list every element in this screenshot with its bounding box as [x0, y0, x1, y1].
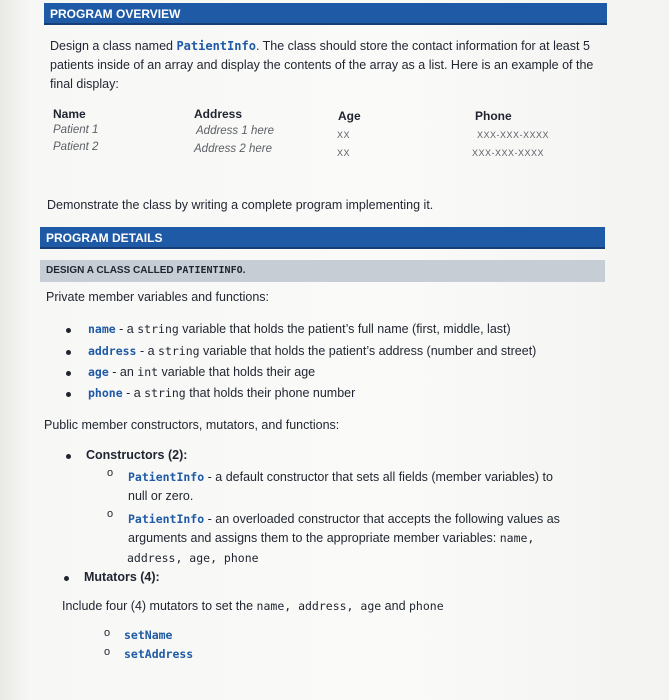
demonstrate-text: Demonstrate the class by writing a complete program implementing it. [47, 198, 434, 212]
table-cell: Patient 2 [53, 141, 99, 153]
table-header-phone: Phone [475, 109, 512, 123]
constructor-default: PatientInfo - a default constructor that sets all fields (member variables) to [128, 470, 553, 484]
bullet-icon [66, 392, 71, 397]
constructor-overloaded: PatientInfo - an overloaded constructor that accepts the following values as [128, 512, 560, 526]
circle-bullet-icon: o [107, 508, 114, 520]
program-overview-heading: PROGRAM OVERVIEW [44, 3, 607, 25]
mutator-item: setAddress [124, 647, 194, 661]
table-cell: Address 2 here [194, 143, 272, 155]
circle-bullet-icon: o [107, 467, 114, 479]
bullet-icon [66, 350, 71, 355]
private-item: name - a string variable that holds the patient’s full name (first, middle, last) [88, 322, 511, 336]
table-header-name: Name [53, 107, 86, 121]
mutators-description: Include four (4) mutators to set the name, address, age and phone [62, 599, 444, 613]
table-header-address: Address [194, 107, 243, 121]
table-cell: XX [337, 130, 351, 140]
private-members-title: Private member variables and functions: [46, 290, 270, 304]
table-cell: Patient 1 [53, 124, 99, 136]
bullet-icon [64, 576, 69, 581]
overview-paragraph: Design a class named PatientInfo. The class should store the contact information for at least 5 patients inside of an array and display the contents of the array as a list. Here is an example of the final display: [50, 39, 594, 91]
table-cell: XXX-XXX-XXXX [472, 148, 545, 158]
bullet-icon [66, 454, 71, 459]
public-members-title: Public member constructors, mutators, and functions: [44, 418, 340, 432]
bullet-icon [66, 371, 71, 376]
mutator-item: setName [124, 628, 173, 642]
table-cell: XXX-XXX-XXXX [477, 130, 550, 140]
mutators-label: Mutators (4): [84, 570, 160, 584]
table-cell: XX [337, 148, 351, 158]
constructor-overloaded-params: address, age, phone [127, 551, 259, 565]
program-details-heading: PROGRAM DETAILS [40, 227, 605, 249]
private-item: age - an int variable that holds their age [88, 365, 316, 379]
constructor-overloaded-cont: arguments and assigns them to the appropriate member variables: name, [128, 531, 535, 545]
circle-bullet-icon: o [104, 646, 111, 658]
circle-bullet-icon: o [104, 627, 111, 639]
private-item: phone - a string that holds their phone number [88, 386, 356, 400]
design-class-subheading: DESIGN A CLASS CALLED PATIENTINFO. [40, 260, 605, 282]
constructor-default-cont: null or zero. [128, 489, 194, 503]
private-item: address - a string variable that holds the patient’s address (number and street) [88, 344, 537, 358]
constructors-label: Constructors (2): [86, 448, 188, 462]
bullet-icon [66, 328, 71, 333]
table-cell: Address 1 here [196, 125, 274, 137]
table-header-age: Age [338, 109, 361, 123]
